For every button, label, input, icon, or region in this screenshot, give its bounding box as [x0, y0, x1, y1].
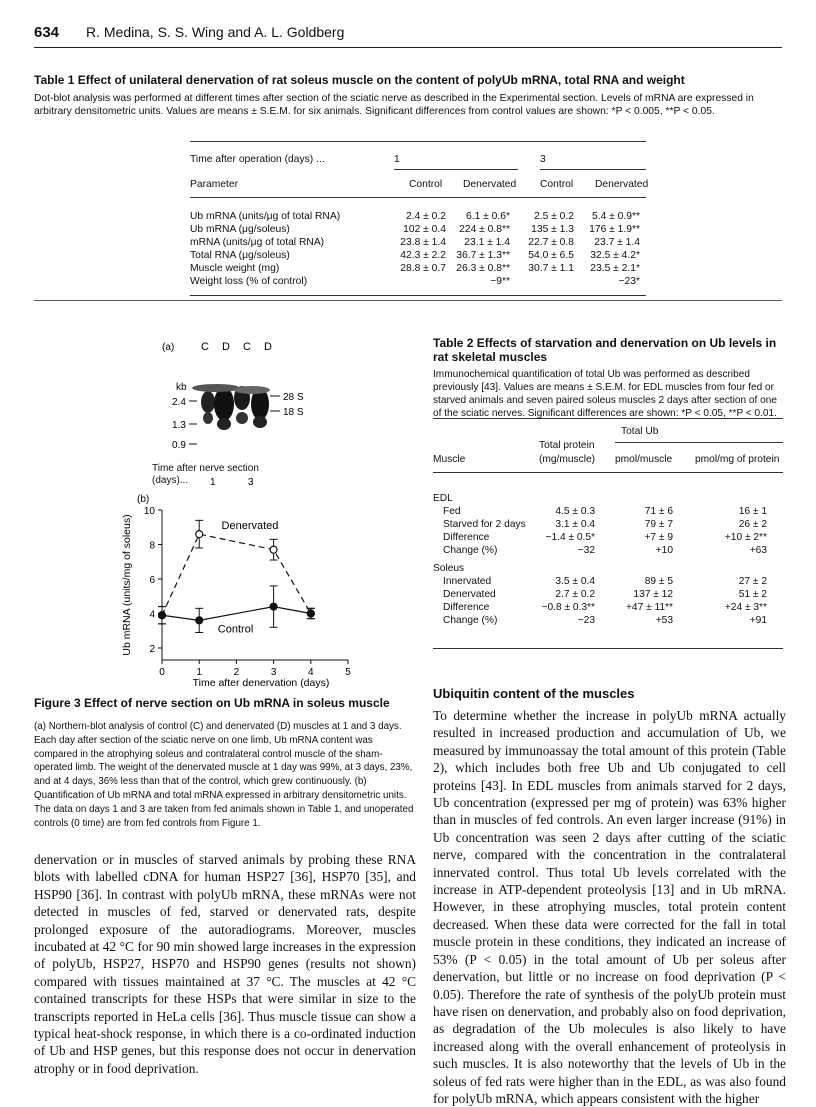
- table1-param-cell: Ub mRNA (units/μg of total RNA): [190, 211, 341, 222]
- x-tick-label: 0: [159, 667, 165, 678]
- table2-protein-cell: 4.5 ± 0.3: [555, 506, 595, 517]
- table2-protein-header-1: Total protein: [539, 440, 595, 451]
- table2-protein-cell: −32: [577, 545, 595, 556]
- panel-a-label: (a): [162, 342, 175, 353]
- table1-control-day3-cell: 22.7 ± 0.8: [528, 237, 574, 248]
- table2-protein-cell: 3.5 ± 0.4: [555, 576, 595, 587]
- y-tick-label: 10: [143, 506, 155, 517]
- table2: [433, 418, 783, 668]
- table1-control-day1-cell: 2.4 ± 0.2: [405, 211, 446, 222]
- table1-denervated-header-3: Denervated: [595, 179, 649, 190]
- table2-pmol-muscle-cell: +10: [655, 545, 673, 556]
- body-text-left: denervation or in muscles of starved animals by probing these RNA blots with labelled cDNA for human HSP27 [36], HSP70 [35], and HSP90 [36]. In contrast with polyUb mRNA, these mRNAs were not detected in muscles of fed, starved or denervated rats, despite prolonged exposure of the autoradiograms. Moreover, muscles incubated at 42 °C for 90 min showed large increases in the expression of polyUb, HSP27, HSP70 and HSP90 genes (results not shown) compared with tissues maintained at 37 °C. The muscles at 42 °C contained transcripts for these HSPs that were similar in size to the transcripts reported in HeLa cells [36]. Thus muscle tissue can show a typical heat-shock response, in which there is a co-ordinated induction of Ub and HSP genes, but this response does not occur in denervation atrophy or in food deprivation.: [34, 852, 416, 1076]
- table2-edl-group: EDL: [433, 493, 453, 504]
- table2-pmol-mg-cell: +91: [749, 615, 767, 626]
- panel-b-label: (b): [137, 494, 150, 505]
- table2-pmol-muscle-cell: +47 ± 11**: [625, 602, 673, 613]
- data-point-control: [159, 612, 166, 619]
- table2-pmol-mg-header: pmol/mg of protein: [695, 454, 780, 465]
- table2-protein-cell: −23: [577, 615, 595, 626]
- table1-day3: 3: [540, 154, 546, 165]
- table1-control-day1-cell: 42.3 ± 2.2: [400, 250, 446, 261]
- table2-pmol-muscle-cell: +7 ± 9: [644, 532, 673, 543]
- table1-denervated-day3-cell: 5.4 ± 0.9**: [591, 211, 640, 222]
- figure3-caption: (a) Northern-blot analysis of control (C) and denervated (D) muscles at 1 and 3 days. Each day after section of the sciatic nerve on one limb, Ub mRNA content was compared in the atrophying soleus and contralateral control muscle of the sham-operated limb. The weight of the denervated muscle at 1 day was 99%, at 3 days, 23%, and at 4 days, 36% less than that of the control, which grew continuously. (b) Quantification of Ub mRNA and total mRNA expressed in arbitrary densitometric units. The data on days 1 and 3 are taken from fed animals shown in Table 1, and unoperated controls (0 time) are from fed controls from Figure 1.: [34, 721, 414, 829]
- table2-protein-header-2: (mg/muscle): [539, 454, 596, 465]
- table2-caption: Immunochemical quantification of total Ub was performed as described previously [43]. Values are means ± S.E.M. for EDL muscles from four fed or starved animals and seven paired soleus muscles 2 days after section of one of the sciatic nerves. Significant differences are shown: *P < 0.05, **P < 0.01.: [433, 369, 777, 419]
- body-text-right: To determine whether the increase in polyUb mRNA actually resulted in increased production and accumulation of Ub, we measured by immunoassay the total amount of this protein (Table 2), which includes both free Ub and Ub conjugated to cell proteins [43]. In EDL muscles from animals starved for 2 days, Ub concentration (expressed per mg of protein) was 63% higher than in muscles of fed controls. An even larger increase (91%) in Ub concentration was seen 2 days after cutting of the sciatic nerve, compared with the concentration in the contralateral innervated control. Thus total Ub levels correlated with the increase in ATP-dependent proteolysis [13] and in Ub mRNA. However, in these atrophying muscles, total protein content decreased. When these data were corrected for the fall in total muscle protein in these conditions, they indicated an increase of 53% (P < 0.05) in the total amount of Ub per soleus after denervation, but little or no increase on food deprivation (P < 0.05). Therefore the rate of synthesis of the polyUb protein must have risen on denervation, and probably also on food deprivation, as degradation of the Ub molecules is also likely to have increased along with the overall enhancement of proteolysis in such muscles. It is also noteworthy that the levels of Ub in the soleus of fed rats were higher than in the EDL, as was also found for polyUb mRNA, which appears consistent with the higher: [433, 708, 786, 1106]
- series-line-control: [162, 607, 311, 621]
- table1-control-day3-cell: 2.5 ± 0.2: [533, 211, 574, 222]
- table2-row-label: Change (%): [443, 615, 498, 626]
- table2-pmol-mg-cell: +24 ± 3**: [724, 602, 767, 613]
- table2-pmol-muscle-cell: 71 ± 6: [644, 506, 673, 517]
- series-line-denervated: [162, 534, 311, 615]
- lane-labels: C D C D: [201, 341, 277, 353]
- table1-param-cell: Ub mRNA (μg/soleus): [190, 224, 290, 235]
- table1-denervated-day3-cell: −23*: [618, 276, 640, 287]
- time-1: 1: [210, 477, 216, 488]
- data-point-denervated: [270, 546, 277, 553]
- table2-muscle-header: Muscle: [433, 454, 466, 465]
- table1-control-header-3: Control: [540, 179, 574, 190]
- ub-mrna-chart: [121, 506, 351, 689]
- table2-title: Table 2 Effects of starvation and denervation on Ub levels in rat skeletal muscles: [433, 336, 777, 364]
- band-18s: 18 S: [283, 407, 304, 418]
- table1-denervated-day1-cell: 6.1 ± 0.6*: [465, 211, 510, 222]
- table1-control-day3-cell: 135 ± 1.3: [531, 224, 574, 235]
- table2-row-label: Change (%): [443, 545, 498, 556]
- table1-param-cell: mRNA (units/μg of total RNA): [190, 237, 325, 248]
- table2-pmol-muscle-cell: +53: [655, 615, 673, 626]
- running-authors: R. Medina, S. S. Wing and A. L. Goldberg: [86, 24, 345, 40]
- x-tick-label: 2: [233, 667, 240, 678]
- table1-denervated-day1-cell: 23.1 ± 1.4: [464, 237, 510, 248]
- table1-denervated-day1-cell: 26.3 ± 0.8**: [456, 263, 510, 274]
- table2-protein-cell: 2.7 ± 0.2: [555, 589, 595, 600]
- table2-pmol-muscle-cell: 79 ± 7: [644, 519, 673, 530]
- data-point-control: [196, 617, 203, 624]
- table2-protein-cell: −1.4 ± 0.5*: [545, 532, 595, 543]
- table1-denervated-day1-cell: 224 ± 0.8**: [459, 224, 510, 235]
- table1-denervated-day3-cell: 23.5 ± 2.1*: [590, 263, 640, 274]
- table2-pmol-muscle-cell: 137 ± 12: [633, 589, 673, 600]
- table1-control-day1-cell: 23.8 ± 1.4: [400, 237, 446, 248]
- y-axis-label: Ub mRNA (units/mg of soleus): [121, 514, 133, 656]
- series-label-control: Control: [217, 623, 254, 636]
- table1-control-day3-cell: 54.0 ± 6.5: [528, 250, 574, 261]
- table1-denervated-day3-cell: 32.5 ± 4.2*: [590, 250, 640, 261]
- table1-param-header: Parameter: [190, 179, 239, 190]
- table1-denervated-day1-cell: −9**: [490, 276, 510, 287]
- size-0-9: 0.9: [172, 440, 186, 451]
- table2-row-label: Innervated: [443, 576, 492, 587]
- y-tick-label: 6: [149, 575, 155, 586]
- table2-row-label: Difference: [443, 602, 490, 613]
- data-point-control: [307, 610, 314, 617]
- table2-protein-cell: −0.8 ± 0.3**: [541, 602, 595, 613]
- series-label-denervated: Denervated: [221, 519, 279, 532]
- x-tick-label: 3: [270, 667, 277, 678]
- table1: [190, 141, 649, 291]
- table2-pmol-muscle-header: pmol/muscle: [615, 454, 673, 465]
- y-tick-label: 8: [149, 540, 155, 552]
- table2-pmol-mg-cell: +63: [749, 545, 767, 556]
- table1-control-day1-cell: 102 ± 0.4: [403, 224, 446, 235]
- header-rule: [34, 47, 782, 48]
- x-tick-label: 5: [345, 667, 351, 678]
- page-number: 634: [34, 24, 60, 41]
- table2-pmol-mg-cell: 27 ± 2: [738, 576, 767, 587]
- table1-denervated-header-1: Denervated: [463, 179, 517, 190]
- section-separator: [34, 300, 782, 301]
- table1-control-day3-cell: 30.7 ± 1.1: [528, 263, 574, 274]
- figure3-title: Figure 3 Effect of nerve section on Ub mRNA in soleus muscle: [34, 696, 390, 710]
- table1-denervated-day3-cell: 176 ± 1.9**: [589, 224, 640, 235]
- northern-blot: [192, 384, 270, 430]
- x-tick-label: 4: [308, 667, 314, 678]
- table1-param-cell: Total RNA (μg/soleus): [190, 250, 290, 261]
- figure3: [100, 330, 420, 700]
- size-2-4: 2.4: [172, 397, 186, 408]
- table1-denervated-day1-cell: 36.7 ± 1.3**: [456, 250, 510, 261]
- page-header: [34, 24, 782, 44]
- table1-denervated-day3-cell: 23.7 ± 1.4: [594, 237, 640, 248]
- data-point-denervated: [196, 531, 203, 538]
- table2-row-label: Starved for 2 days: [443, 519, 526, 530]
- table2-pmol-mg-cell: 26 ± 2: [738, 519, 767, 530]
- time-after-section-label: Time after nerve section (days)...: [152, 463, 259, 486]
- band-28s: 28 S: [283, 392, 304, 403]
- table2-pmol-mg-cell: 16 ± 1: [738, 506, 767, 517]
- table1-title: Table 1 Effect of unilateral denervation of rat soleus muscle on the content of polyUb mRNA, total RNA and weight: [34, 73, 685, 87]
- table1-control-header-1: Control: [409, 179, 443, 190]
- table2-row-label: Fed: [443, 506, 461, 517]
- table1-control-day1-cell: 28.8 ± 0.7: [400, 263, 446, 274]
- time-3: 3: [248, 477, 254, 488]
- table2-pmol-mg-cell: 51 ± 2: [738, 589, 767, 600]
- size-1-3: 1.3: [172, 420, 186, 431]
- kb-label: kb: [176, 382, 187, 393]
- table2-row-label: Denervated: [443, 589, 496, 600]
- x-tick-label: 1: [196, 667, 202, 678]
- table2-total-ub-header: Total Ub: [621, 426, 659, 437]
- figure3-graphic: [100, 330, 420, 700]
- table2-row-label: Difference: [443, 532, 490, 543]
- table2-pmol-mg-cell: +10 ± 2**: [724, 532, 767, 543]
- table1-caption: Dot-blot analysis was performed at different times after section of the sciatic nerve as described in the Experimental section. Levels of mRNA are expressed in arbitrary densitometric units. Values are means ± S.E.M. for six animals. Significant differences from control values are shown: *P < 0.005, **P < 0.05.: [34, 93, 754, 117]
- y-tick-label: 4: [149, 609, 155, 621]
- data-point-control: [270, 603, 277, 610]
- table2-protein-cell: 3.1 ± 0.4: [555, 519, 595, 530]
- table1-param-cell: Muscle weight (mg): [190, 263, 280, 274]
- table2-pmol-muscle-cell: 89 ± 5: [644, 576, 673, 587]
- section-heading: Ubiquitin content of the muscles: [433, 686, 635, 701]
- table1-param-cell: Weight loss (% of control): [190, 276, 308, 287]
- table1-time-label: Time after operation (days) ...: [190, 154, 325, 165]
- x-axis-label: Time after denervation (days): [192, 677, 330, 689]
- table1-day1: 1: [394, 154, 400, 165]
- y-tick-label: 2: [149, 644, 155, 655]
- table2-soleus-group: Soleus: [433, 563, 465, 574]
